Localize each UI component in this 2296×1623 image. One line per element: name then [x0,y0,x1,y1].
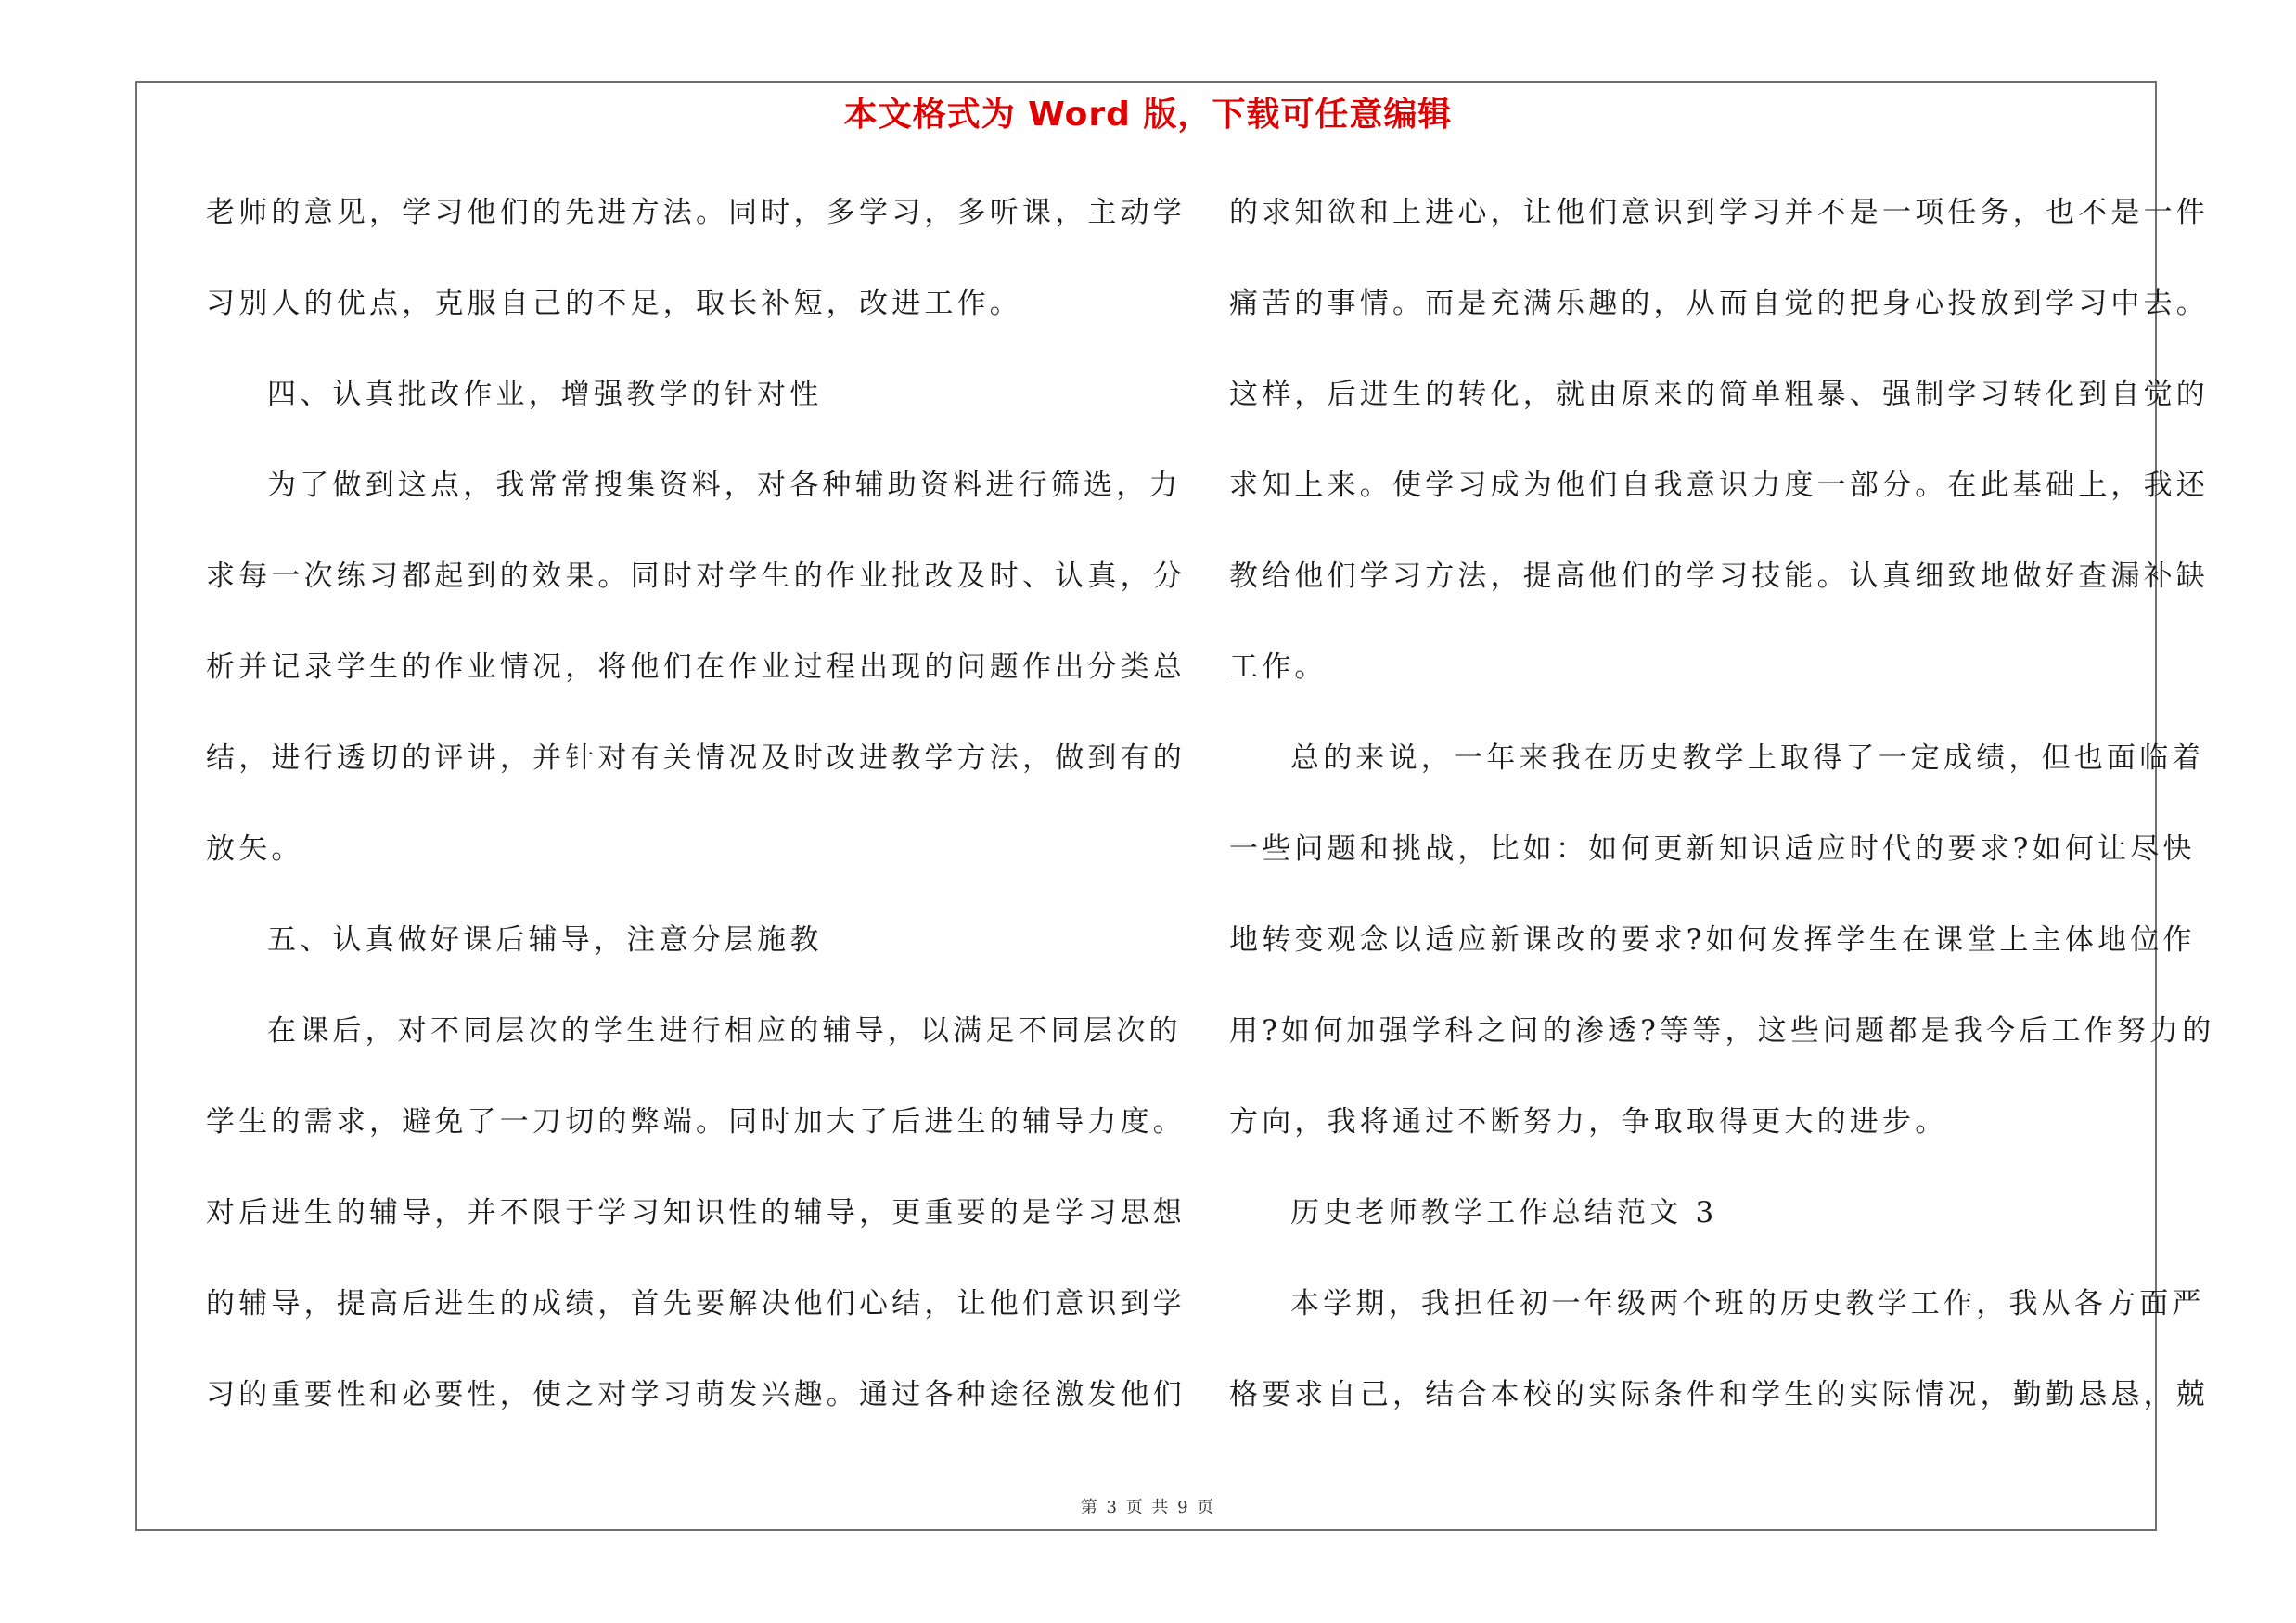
paragraph-line: 求知上来。使学习成为他们自我意识力度一部分。在此基础上，我还 [1229,469,2209,502]
paragraph-line: 格要求自己，结合本校的实际条件和学生的实际情况，勤勤恳恳，兢 [1229,1378,2209,1411]
paragraph-line: 本学期，我担任初一年级两个班的历史教学工作，我从各方面严 [1290,1287,2205,1320]
paragraph-line: 总的来说，一年来我在历史教学上取得了一定成绩，但也面临着 [1290,741,2205,775]
paragraph-line: 习别人的优点，克服自己的不足，取长补短，改进工作。 [206,287,1022,320]
paragraph-line: 在课后，对不同层次的学生进行相应的辅导，以满足不同层次的 [267,1014,1182,1048]
paragraph-line: 求每一次练习都起到的效果。同时对学生的作业批改及时、认真，分 [206,560,1186,593]
format-notice-banner: 本文格式为 Word 版，下载可任意编辑 [843,96,1453,134]
paragraph-line: 教给他们学习方法，提高他们的学习技能。认真细致地做好查漏补缺 [1229,560,2209,593]
paragraph-line: 历史老师教学工作总结范文 3 [1290,1196,1718,1230]
paragraph-line: 方向，我将通过不断努力，争取取得更大的进步。 [1229,1105,1948,1139]
left-text-column [206,180,1186,1453]
paragraph-line: 的辅导，提高后进生的成绩，首先要解决他们心结，让他们意识到学 [206,1287,1186,1320]
paragraph-line: 析并记录学生的作业情况，将他们在作业过程出现的问题作出分类总 [206,650,1186,684]
paragraph-line: 为了做到这点，我常常搜集资料，对各种辅助资料进行筛选，力 [267,469,1182,502]
paragraph-line: 五、认真做好课后辅导，注意分层施教 [267,923,823,957]
right-text-column [1229,180,2215,1453]
paragraph-line: 痛苦的事情。而是充满乐趣的，从而自觉的把身心投放到学习中去。 [1229,287,2209,320]
paragraph-line: 的求知欲和上进心，让他们意识到学习并不是一项任务，也不是一件 [1229,196,2209,229]
paragraph-line: 用?如何加强学科之间的渗透?等等，这些问题都是我今后工作努力的 [1229,1014,2215,1048]
paragraph-line: 地转变观念以适应新课改的要求?如何发挥学生在课堂上主体地位作 [1229,923,2196,957]
paragraph-line: 一些问题和挑战，比如：如何更新知识适应时代的要求?如何让尽快 [1229,832,2196,866]
paragraph-line: 这样，后进生的转化，就由原来的简单粗暴、强制学习转化到自觉的 [1229,378,2209,411]
paragraph-line: 放矢。 [206,832,304,866]
paragraph-line: 学生的需求，避免了一刀切的弊端。同时加大了后进生的辅导力度。 [206,1105,1186,1139]
page-number-footer: 第 3 页 共 9 页 [1080,1498,1216,1517]
paragraph-line: 对后进生的辅导，并不限于学习知识性的辅导，更重要的是学习思想 [206,1196,1186,1230]
paragraph-line: 结，进行透切的评讲，并针对有关情况及时改进教学方法，做到有的 [206,741,1186,775]
paragraph-line: 老师的意见，学习他们的先进方法。同时，多学习，多听课，主动学 [206,196,1186,229]
paragraph-line: 工作。 [1229,650,1328,684]
paragraph-line: 四、认真批改作业，增强教学的针对性 [267,378,823,411]
paragraph-line: 习的重要性和必要性，使之对学习萌发兴趣。通过各种途径激发他们 [206,1378,1186,1411]
